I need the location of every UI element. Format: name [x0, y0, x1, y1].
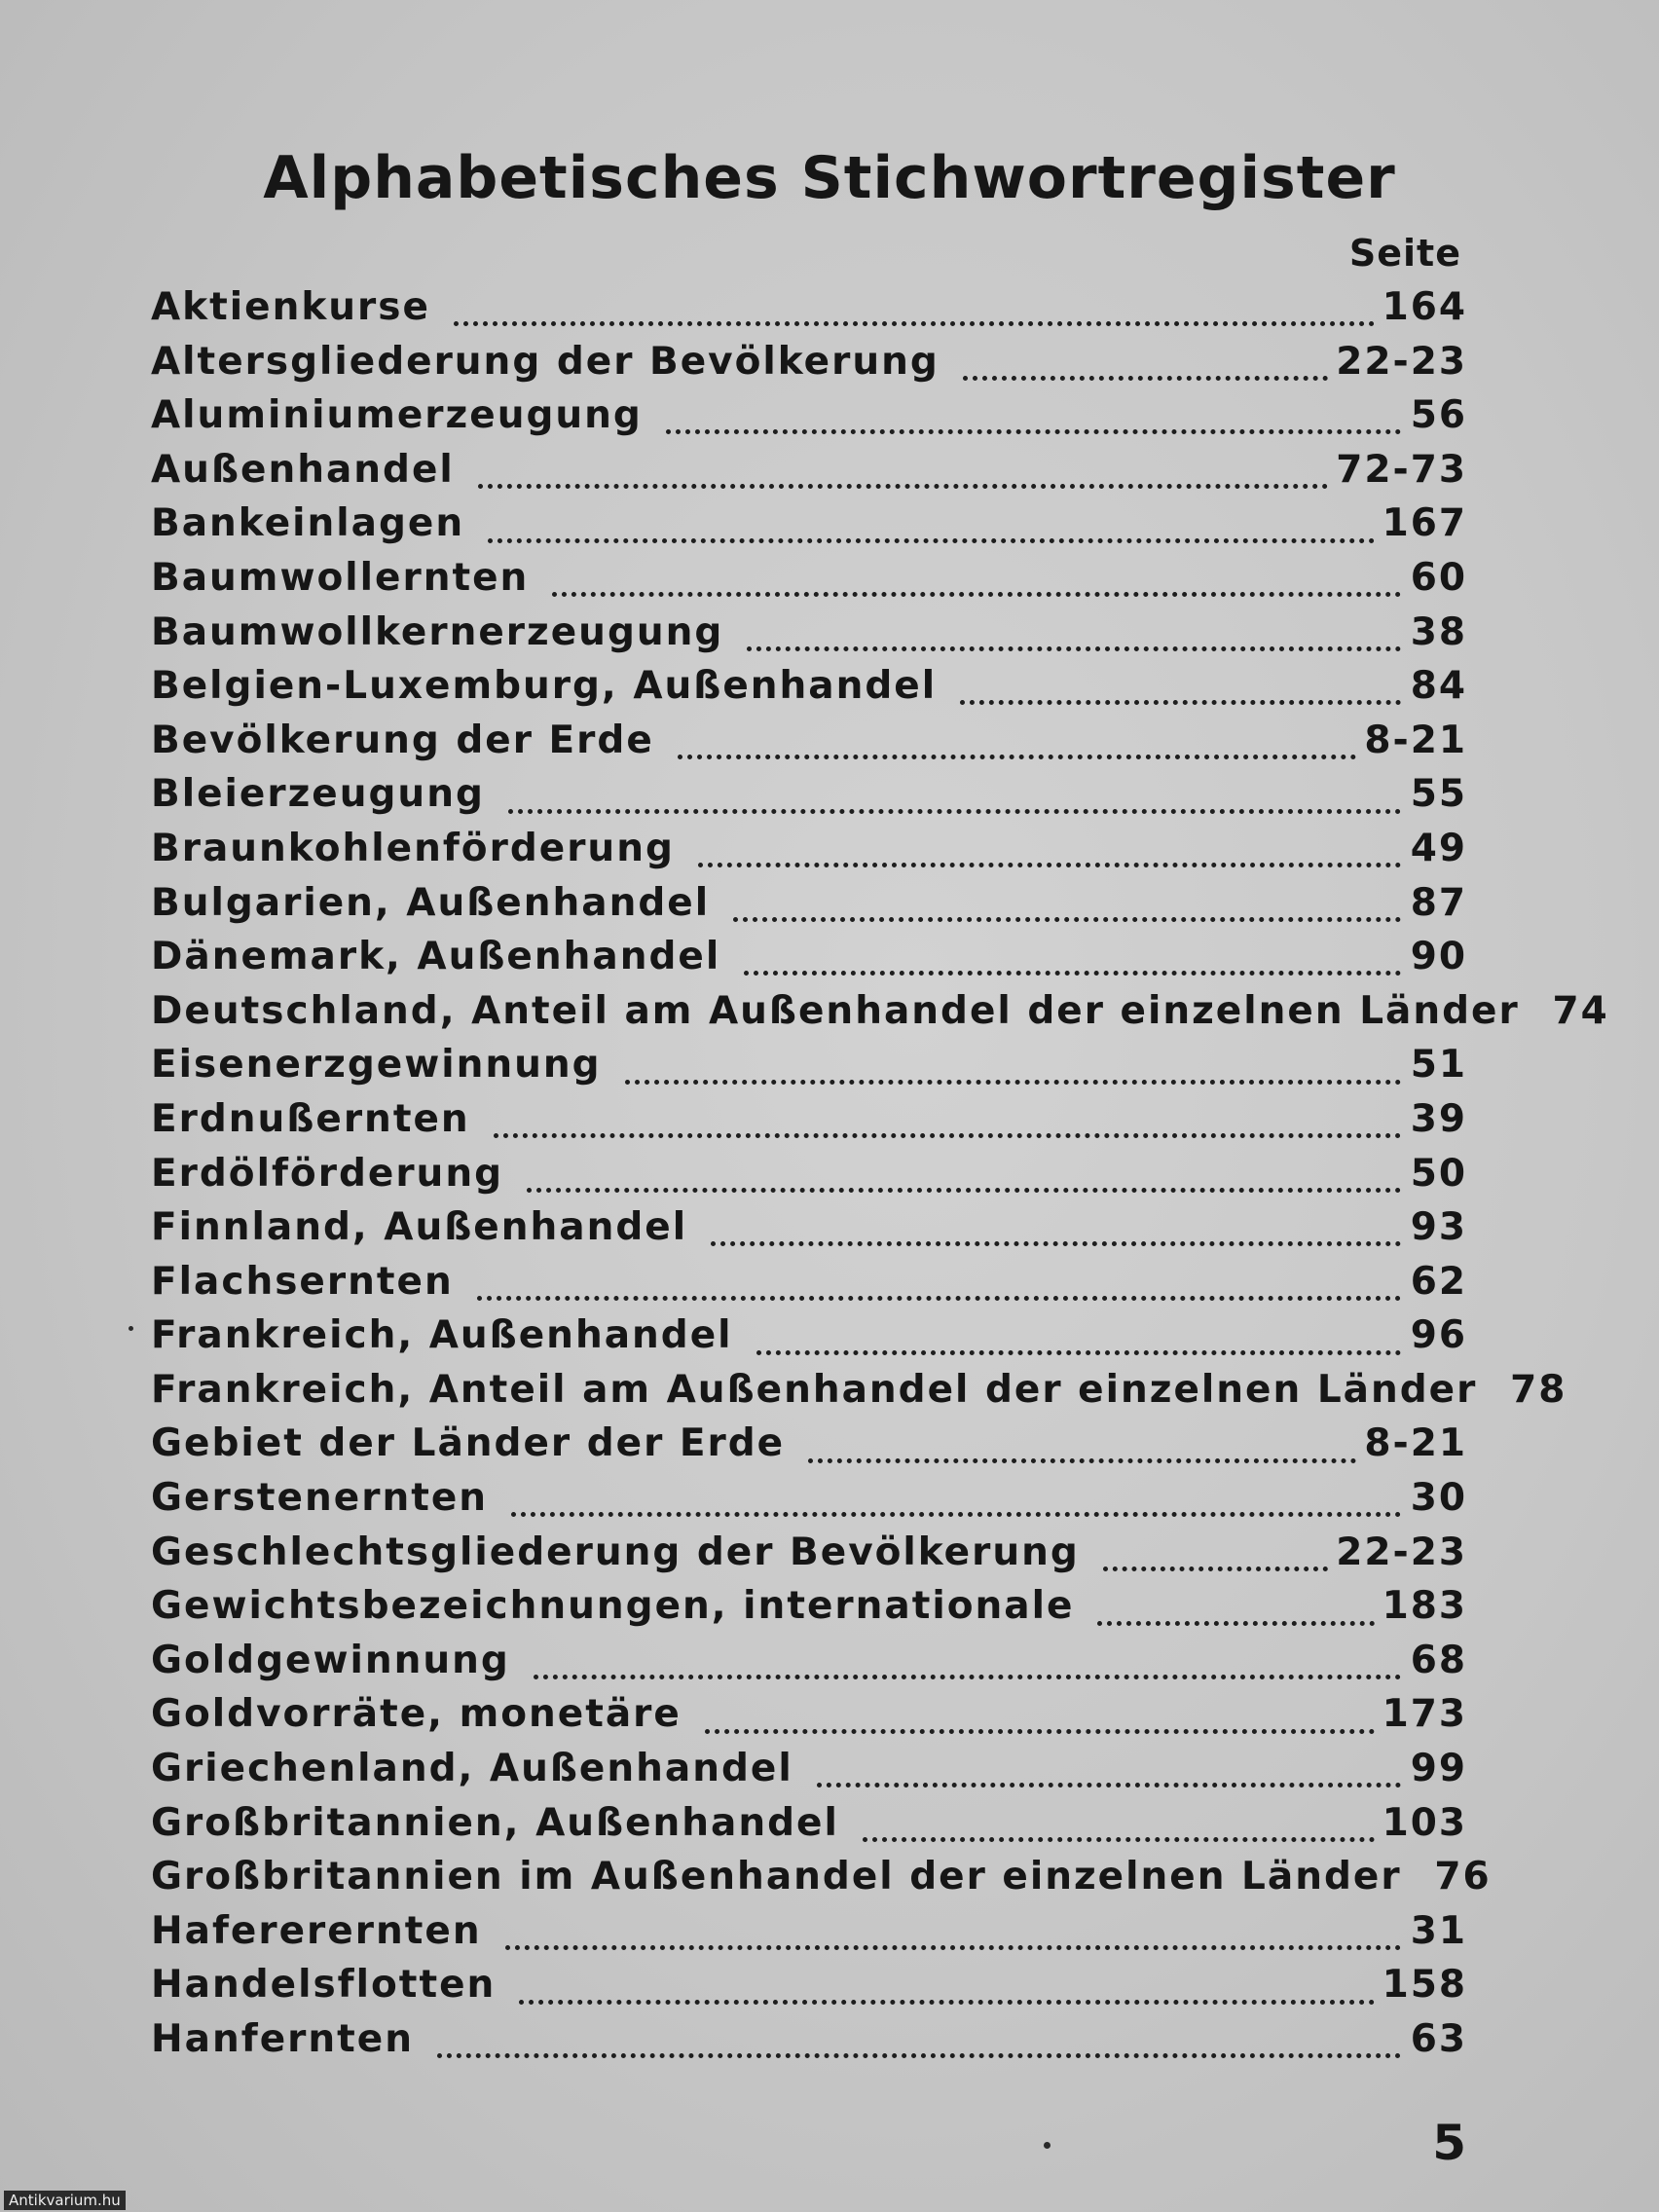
index-entry-term: Hafererernten: [151, 1908, 482, 1953]
index-entry-term: Gewichtsbezeichnungen, internationale: [151, 1584, 1075, 1629]
index-entry: [151, 1584, 1467, 1639]
dot-leader: [494, 1133, 1401, 1138]
index-entry: [151, 881, 1467, 936]
index-entry-page: 167: [1382, 501, 1467, 546]
index-entry: [151, 935, 1467, 989]
ink-speck: [129, 1326, 133, 1331]
dot-leader: [963, 376, 1328, 381]
index-entry-page: 72-73: [1336, 447, 1467, 492]
index-entry: [151, 1313, 1467, 1368]
dot-leader: [454, 321, 1375, 326]
index-entry-term: Goldvorräte, monetäre: [151, 1692, 682, 1737]
index-entry-page: 63: [1410, 2017, 1467, 2061]
index-entry-page: 183: [1382, 1584, 1467, 1629]
index-entry-page: 96: [1410, 1313, 1467, 1358]
index-entry-page: 55: [1410, 772, 1467, 817]
index-entry-term: Erdölförderung: [151, 1151, 503, 1196]
index-entry: [151, 988, 1609, 1044]
dot-leader: [552, 592, 1401, 597]
index-entry: [151, 501, 1467, 556]
index-entry: [151, 1367, 1567, 1422]
index-entry: [151, 1909, 1467, 1964]
index-entry-page: 90: [1410, 935, 1467, 979]
index-entry-term: Gerstenernten: [151, 1476, 489, 1521]
index-entry: [151, 340, 1467, 394]
index-entry-page: 8-21: [1364, 1421, 1467, 1466]
index-entry-page: 31: [1410, 1908, 1467, 1953]
index-entry-page: 38: [1410, 609, 1467, 654]
index-entry: [151, 1097, 1467, 1152]
dot-leader: [625, 1080, 1401, 1085]
dot-leader: [678, 755, 1357, 759]
index-entry-page: 84: [1410, 664, 1467, 709]
dot-leader: [960, 700, 1401, 705]
index-entry-page: 56: [1410, 393, 1467, 438]
watermark: Antikvarium.hu: [4, 2191, 126, 2210]
index-entry-term: Aluminiumerzeugung: [151, 393, 643, 438]
index-entry: [151, 664, 1467, 719]
index-entry-page: 173: [1382, 1692, 1467, 1737]
ink-speck: [1044, 2142, 1051, 2149]
dot-leader: [477, 1296, 1401, 1301]
dot-leader: [1103, 1567, 1328, 1571]
dot-leader: [534, 1675, 1401, 1679]
index-entry: [151, 1260, 1467, 1314]
index-entry-term: Braunkohlenförderung: [151, 826, 675, 870]
dot-leader: [705, 1729, 1375, 1734]
page-number: 5: [1432, 2115, 1466, 2171]
index-entry-term: Geschlechtsgliederung der Bevölkerung: [151, 1530, 1080, 1574]
index-list: [151, 285, 1609, 2072]
index-entry-page: 50: [1410, 1151, 1467, 1196]
index-entry-page: 68: [1410, 1638, 1467, 1682]
dot-leader: [519, 2000, 1374, 2005]
index-entry-page: 49: [1410, 826, 1467, 870]
dot-leader: [863, 1837, 1375, 1842]
index-entry-term: Gebiet der Länder der Erde: [151, 1421, 786, 1466]
index-entry: [151, 1421, 1467, 1476]
index-entry: [151, 772, 1467, 827]
dot-leader: [733, 917, 1401, 922]
dot-leader: [437, 2053, 1401, 2058]
dot-leader: [808, 1458, 1356, 1463]
index-entry: [151, 1530, 1467, 1585]
index-entry-page: 103: [1382, 1800, 1467, 1845]
index-entry: [151, 1152, 1467, 1206]
index-entry-term: Bleierzeugung: [151, 772, 485, 817]
index-entry-term: Hanfernten: [151, 2017, 414, 2061]
index-entry-page: 22-23: [1336, 339, 1467, 384]
index-entry-term: Erdnußernten: [151, 1096, 470, 1141]
page-column-header: Seite: [1348, 232, 1461, 275]
index-entry-term: Goldgewinnung: [151, 1638, 510, 1682]
dot-leader: [478, 484, 1328, 489]
dot-leader: [817, 1783, 1401, 1788]
index-entry-term: Belgien-Luxemburg, Außenhandel: [151, 664, 938, 709]
page-title: Alphabetisches Stichwortregister: [263, 144, 1396, 212]
dot-leader: [511, 1512, 1401, 1517]
dot-leader: [744, 971, 1401, 976]
dot-leader: [488, 538, 1374, 543]
dot-leader: [698, 863, 1401, 867]
index-entry-page: 99: [1410, 1747, 1467, 1791]
index-entry: [151, 2017, 1467, 2072]
index-entry: [151, 827, 1467, 881]
index-entry: [151, 393, 1467, 448]
index-entry-page: 164: [1382, 285, 1467, 329]
index-entry-page: 8-21: [1364, 718, 1467, 762]
index-entry-page: 76: [1434, 1855, 1492, 1899]
dot-leader: [508, 809, 1401, 814]
index-entry: [151, 1801, 1467, 1856]
index-entry-term: Baumwollkernerzeugung: [151, 609, 724, 654]
index-entry-term: Eisenerzgewinnung: [151, 1043, 602, 1088]
index-entry-page: 93: [1410, 1205, 1467, 1250]
index-entry-page: 78: [1510, 1367, 1567, 1412]
index-entry-term: Griechenland, Außenhandel: [151, 1747, 793, 1791]
index-entry-term: Bevölkerung der Erde: [151, 718, 654, 762]
index-entry-term: Altersgliederung der Bevölkerung: [151, 339, 940, 384]
index-entry-page: 87: [1410, 880, 1467, 925]
dot-leader: [505, 1945, 1401, 1950]
index-entry-page: 62: [1410, 1259, 1467, 1304]
index-entry-term: Baumwollernten: [151, 555, 530, 600]
index-entry-term: Frankreich, Anteil am Außenhandel der einzelnen Länder: [151, 1367, 1478, 1412]
index-entry-term: Außenhandel: [151, 447, 455, 492]
index-entry: [151, 1205, 1467, 1260]
index-entry-term: Flachsernten: [151, 1259, 454, 1304]
index-entry-term: Finnland, Außenhandel: [151, 1205, 688, 1250]
index-entry-term: Frankreich, Außenhandel: [151, 1313, 733, 1358]
index-entry-page: 158: [1382, 1963, 1467, 2008]
index-entry-page: 22-23: [1336, 1530, 1467, 1574]
index-entry-term: Großbritannien, Außenhandel: [151, 1800, 839, 1845]
dot-leader: [1097, 1621, 1374, 1626]
dot-leader: [711, 1241, 1401, 1246]
dot-leader: [756, 1350, 1401, 1355]
index-entry: [151, 1639, 1467, 1693]
dot-leader: [527, 1188, 1401, 1193]
index-entry-page: 39: [1410, 1096, 1467, 1141]
index-entry-term: Handelsflotten: [151, 1963, 497, 2008]
index-entry-page: 74: [1552, 988, 1609, 1033]
index-entry-term: Bulgarien, Außenhandel: [151, 880, 711, 925]
dot-leader: [666, 429, 1401, 434]
index-entry: [151, 448, 1467, 502]
index-entry-page: 51: [1410, 1043, 1467, 1088]
index-entry-page: 30: [1410, 1476, 1467, 1521]
index-entry-term: Dänemark, Außenhandel: [151, 935, 721, 979]
dot-leader: [747, 646, 1401, 651]
index-entry-term: Deutschland, Anteil am Außenhandel der einzelnen Länder: [151, 988, 1520, 1033]
index-entry: [151, 1747, 1467, 1801]
index-entry: [151, 1692, 1467, 1747]
index-entry: [151, 1476, 1467, 1530]
index-entry: [151, 1855, 1492, 1909]
index-entry: [151, 556, 1467, 610]
index-entry: [151, 610, 1467, 665]
index-entry: [151, 1963, 1467, 2017]
index-entry: [151, 719, 1467, 773]
index-entry-term: Aktienkurse: [151, 285, 430, 329]
index-entry: [151, 285, 1467, 340]
index-entry-page: 60: [1410, 555, 1467, 600]
index-entry-term: Bankeinlagen: [151, 501, 465, 546]
index-entry: [151, 1043, 1467, 1097]
index-entry-term: Großbritannien im Außenhandel der einzelnen Länder: [151, 1855, 1402, 1899]
